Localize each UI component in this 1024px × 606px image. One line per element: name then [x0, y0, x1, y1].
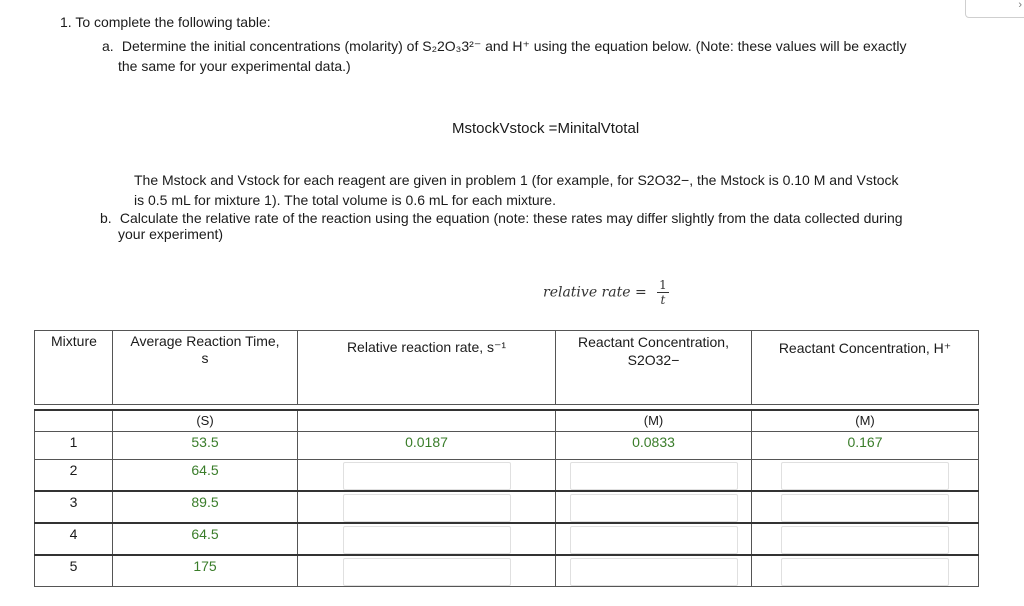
header-conc-h: Reactant Concentration, H⁺ [752, 331, 979, 405]
part-a-label: a. [102, 38, 114, 54]
row-conc-h: 0.167 [752, 432, 979, 460]
part-b-line1 [100, 210, 903, 227]
part-b-line2: your experiment) [118, 226, 224, 242]
row-mixture: 1 [35, 432, 113, 460]
row-time: 64.5 [113, 460, 298, 492]
row-time: 53.5 [113, 432, 298, 460]
conc-h-input[interactable] [781, 558, 949, 586]
table-row [35, 555, 979, 587]
row-time: 64.5 [113, 523, 298, 555]
conc-thio-input[interactable] [570, 526, 738, 554]
table-row [35, 491, 979, 523]
rate-equation-equals: = [634, 284, 647, 301]
row-conc-thio-cell [556, 555, 752, 587]
row-conc-h-cell [752, 555, 979, 587]
header-conc-thio-line1: Reactant Concentration, [578, 334, 729, 350]
rate-equation [543, 278, 669, 307]
row-conc-h-cell [752, 460, 979, 492]
units-conc-thio: (M) [556, 410, 752, 432]
header-row [35, 331, 979, 405]
rate-equation-lhs: relative rate [543, 284, 631, 301]
header-time-line2: s [201, 350, 209, 366]
units-mixture [35, 410, 113, 432]
row-mixture: 2 [35, 460, 113, 492]
conc-h-input[interactable] [781, 526, 949, 554]
dilution-equation [452, 120, 639, 137]
top-right-dropdown[interactable] [965, 0, 1024, 18]
row-rate-cell [298, 491, 556, 523]
part-a-text: Determine the initial concentrations (molarity) of S₂2O₃3²⁻ and H⁺ using the equation below. (Note: these values will be exactly [121, 38, 907, 54]
conc-h-input[interactable] [781, 462, 949, 490]
row-rate-cell [298, 523, 556, 555]
rate-input[interactable] [343, 558, 511, 586]
rate-input[interactable] [343, 494, 511, 522]
row-mixture: 4 [35, 523, 113, 555]
header-time-line1: Average Reaction Time, [130, 333, 280, 349]
header-conc-thio [556, 331, 752, 405]
paragraph-line2: is 0.5 mL for mixture 1). The total volume is 0.6 mL for each mixture. [134, 192, 556, 208]
row-conc-h-cell [752, 491, 979, 523]
chevron-icon: › [1018, 0, 1022, 11]
rate-equation-numerator: 1 [659, 278, 667, 292]
table-row [35, 460, 979, 492]
conc-thio-input[interactable] [570, 494, 738, 522]
row-time: 175 [113, 555, 298, 587]
conc-thio-input[interactable] [570, 558, 738, 586]
rate-equation-denominator: t [660, 293, 666, 307]
data-table [34, 330, 979, 587]
row-conc-h-cell [752, 523, 979, 555]
part-b-label: b. [100, 210, 112, 226]
row-conc-thio-cell [556, 523, 752, 555]
header-rate: Relative reaction rate, s⁻¹ [298, 331, 556, 405]
table-row [35, 432, 979, 460]
rate-input[interactable] [343, 526, 511, 554]
row-mixture: 5 [35, 555, 113, 587]
row-mixture: 3 [35, 491, 113, 523]
part-a-line2: the same for your experimental data.) [118, 58, 351, 74]
units-conc-h: (M) [752, 410, 979, 432]
row-rate-cell [298, 460, 556, 492]
row-time: 89.5 [113, 491, 298, 523]
part-b-text: Calculate the relative rate of the reaction using the equation (note: these rates may differ slightly from the data collected during [119, 210, 903, 226]
row-conc-thio: 0.0833 [556, 432, 752, 460]
header-time [113, 331, 298, 405]
question-title: 1. To complete the following table: [60, 14, 271, 30]
dilution-equation-text: MstockVstock =MinitalVtotal [452, 120, 640, 137]
row-rate: 0.0187 [298, 432, 556, 460]
rate-input[interactable] [343, 462, 511, 490]
part-a-line1 [102, 38, 907, 55]
row-conc-thio-cell [556, 460, 752, 492]
units-rate [298, 410, 556, 432]
row-rate-cell [298, 555, 556, 587]
conc-thio-input[interactable] [570, 462, 738, 490]
units-time: (S) [113, 410, 298, 432]
rate-equation-fraction [657, 278, 669, 307]
header-mixture: Mixture [35, 331, 113, 405]
units-row [35, 410, 979, 432]
conc-h-input[interactable] [781, 494, 949, 522]
header-conc-thio-line2: S2O32− [627, 352, 680, 368]
table-row [35, 523, 979, 555]
paragraph-line1: The Mstock and Vstock for each reagent are given in problem 1 (for example, for S2O32−, the Mstock is 0.10 M and Vstock [134, 172, 899, 188]
row-conc-thio-cell [556, 491, 752, 523]
